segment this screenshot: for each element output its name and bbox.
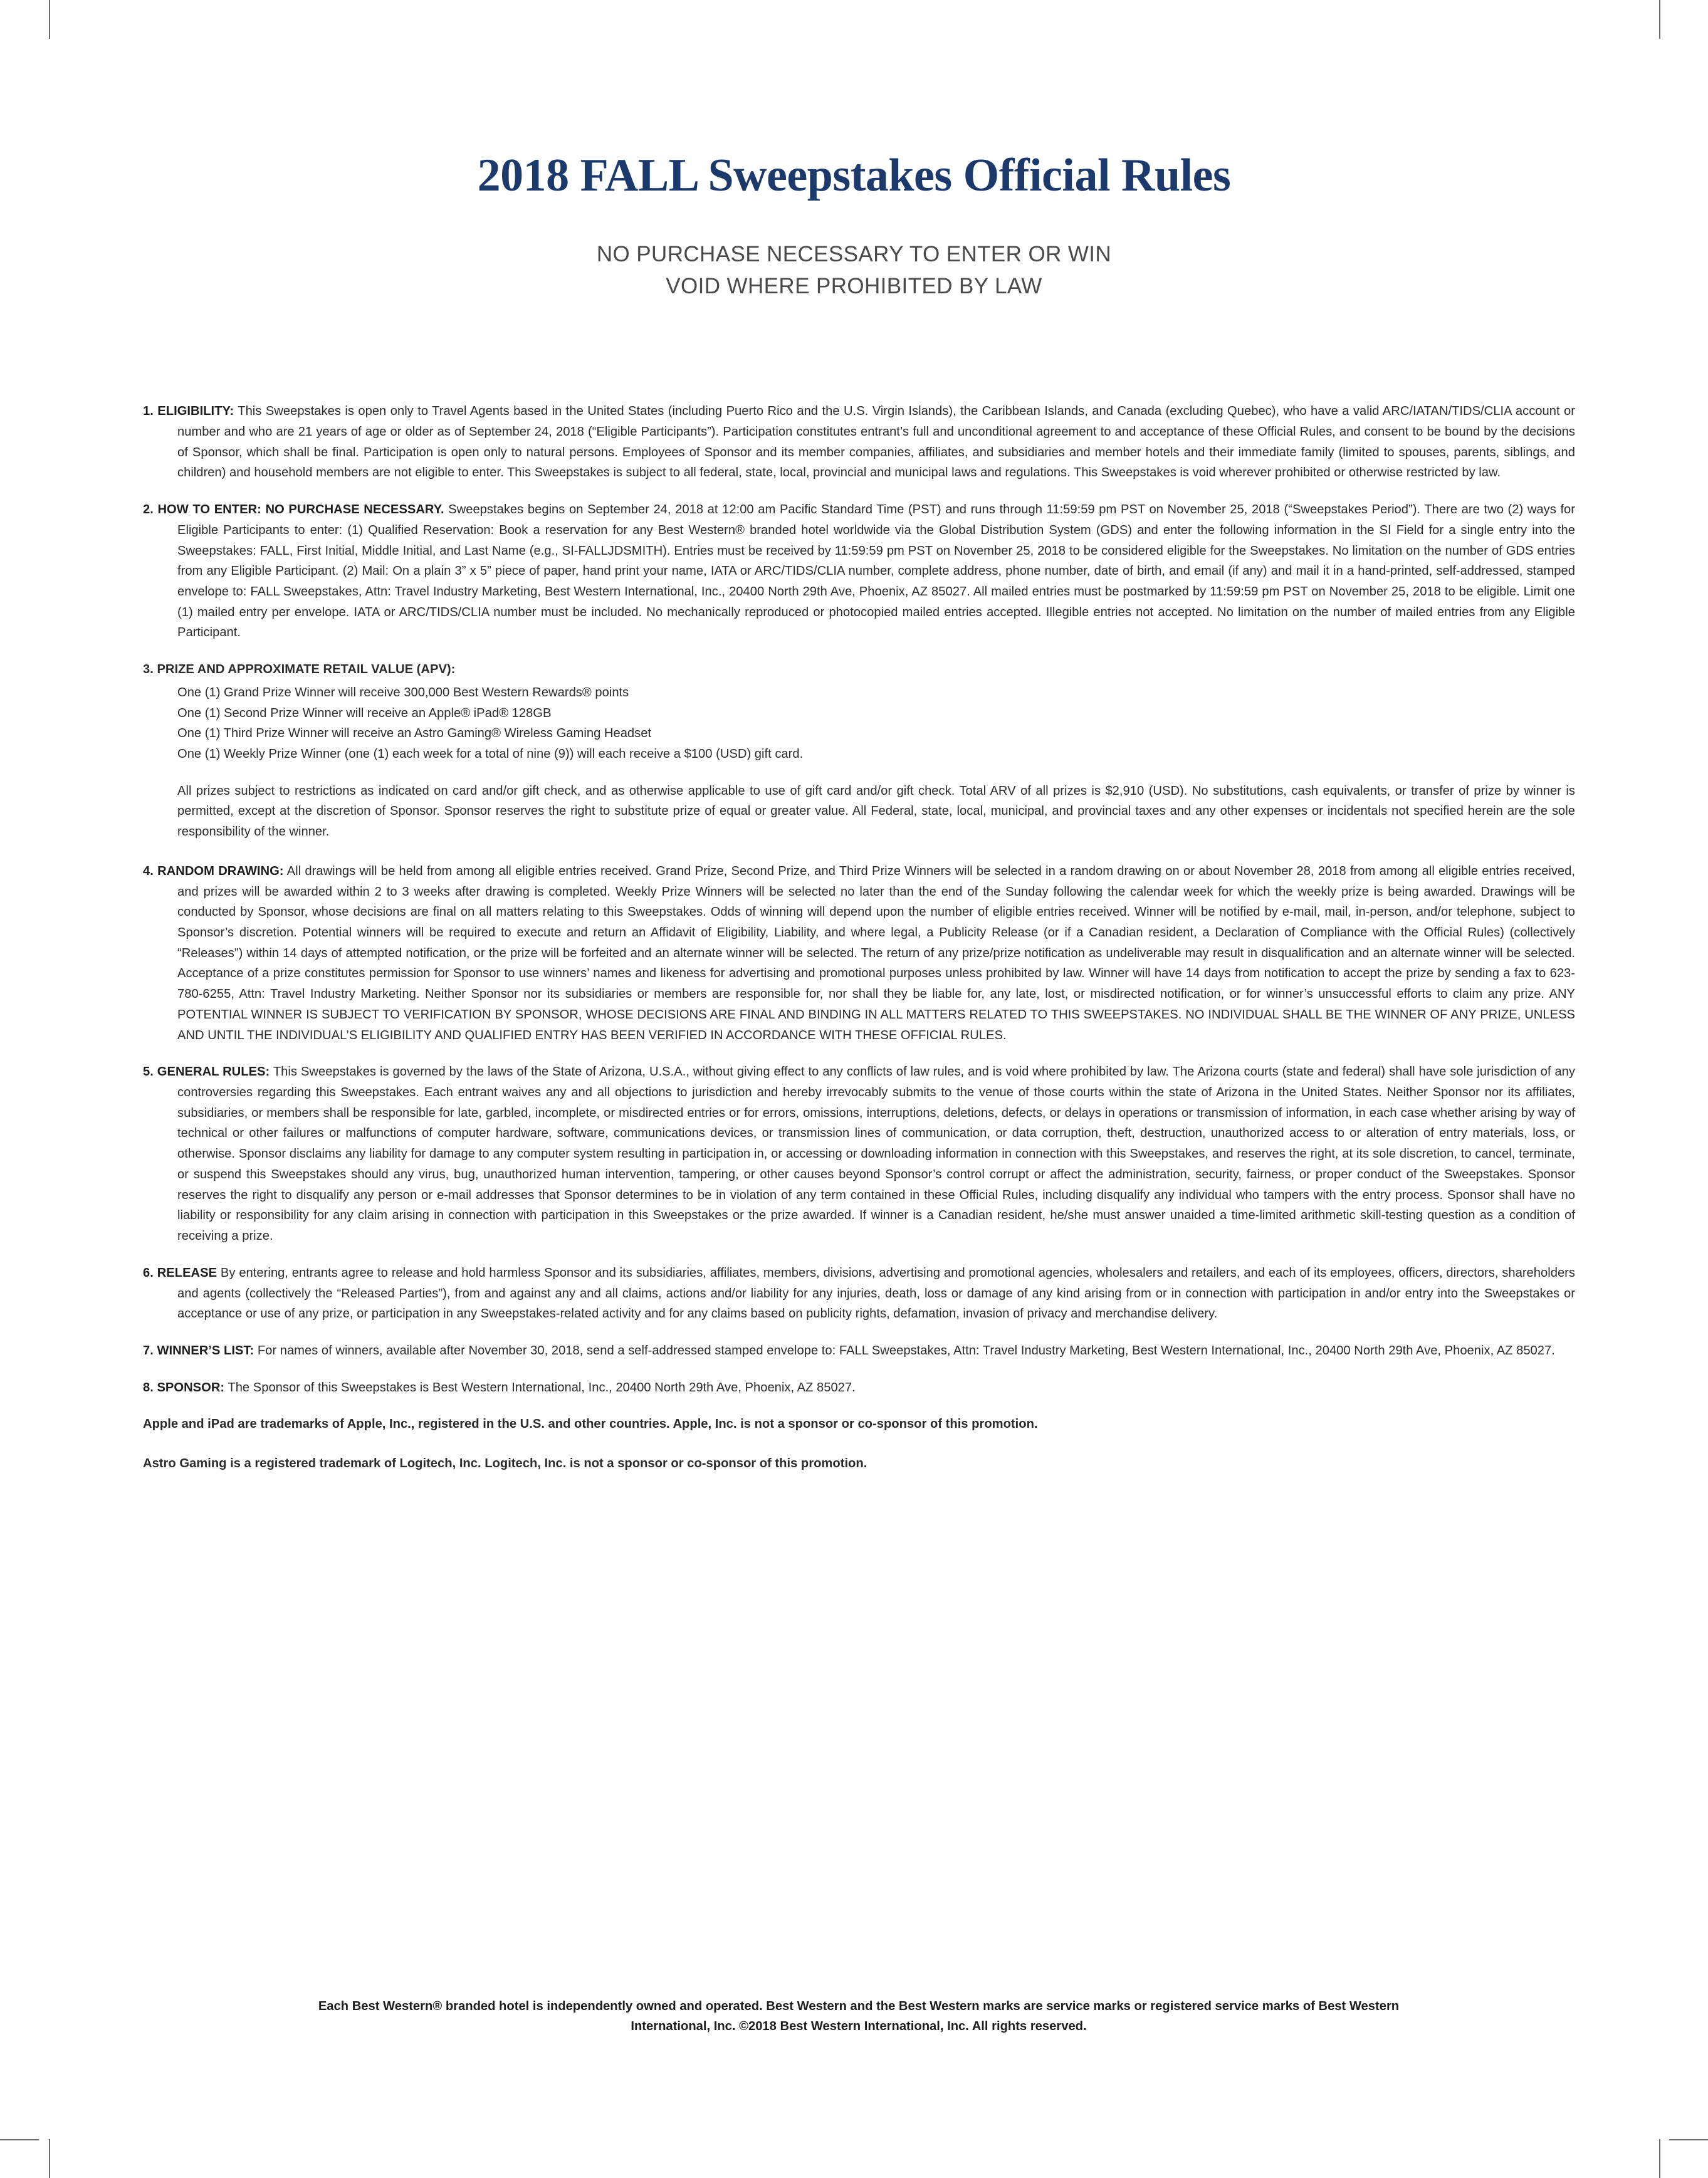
crop-mark-top-left	[49, 0, 50, 39]
section-eligibility	[143, 401, 1575, 483]
subtitle-line-1: NO PURCHASE NECESSARY TO ENTER OR WIN	[596, 242, 1112, 267]
section-prize-note: All prizes subject to restrictions as indicated on card and/or gift check, and as otherwise applicable to use of gift card and/or gift check. Total ARV of all prizes is $2,910 (USD). No substitutions, cash equivalents, or transfer of prize by winner is permitted, except at the discretion of Sponsor. Sponsor reserves the right to substitute prize of equal or greater value. All Federal, state, local, municipal, and provincial taxes and any other expenses or incidentals not specified herein are the sole responsibility of the winner.	[177, 783, 1575, 839]
section-general-rules-label: 5. GENERAL RULES:	[143, 1065, 270, 1079]
section-sponsor-label: 8. SPONSOR:	[143, 1380, 225, 1395]
list-item: One (1) Third Prize Winner will receive an Astro Gaming® Wireless Gaming Headset	[177, 726, 652, 741]
footer-line-2: International, Inc. ©2018 Best Western International, Inc. All rights reserved.	[631, 2019, 1087, 2034]
footer-line-1: Each Best Western® branded hotel is independently owned and operated. Best Western and the Best Western marks are service marks or registered service marks of Best Western	[318, 1999, 1400, 2013]
crop-mark-bottom-right	[1659, 2139, 1660, 2178]
list-item: One (1) Weekly Prize Winner (one (1) each week for a total of nine (9)) will each receive a $100 (USD) gift card.	[177, 746, 804, 761]
prize-list	[143, 683, 1575, 765]
crop-mark-right-top	[1669, 2139, 1708, 2140]
section-how-to-enter-label: 2. HOW TO ENTER: NO PURCHASE NECESSARY.	[143, 503, 444, 517]
section-release	[143, 1263, 1575, 1324]
section-random-drawing-label: 4. RANDOM DRAWING:	[143, 864, 284, 878]
section-release-label: 6. RELEASE	[143, 1265, 217, 1280]
crop-mark-left-top	[0, 2139, 39, 2140]
page-subtitle	[0, 239, 1708, 303]
rules-body	[143, 389, 1575, 1493]
section-random-drawing	[143, 861, 1575, 1045]
section-how-to-enter-text: Sweepstakes begins on September 24, 2018 at 12:00 am Pacific Standard Time (PST) and runs through 11:59:59 pm PST on November 25, 2018 (“Sweepstakes Period”). There are two (2) ways for Eligible Participants to enter: (1) Qualified Reservation: Book a reservation for any Best Western® branded hotel worldwide via the Global Distribution System (GDS) and enter the following information in the SI Field for a single entry into the Sweepstakes: FALL, First Initial, Middle Initial, and Last Name (e.g., SI-FALLJDSMITH). Entries must be received by 11:59:59 pm PST on November 25, 2018 to be considered eligible for the Sweepstakes. No limitation on the number of GDS entries from any Eligible Participant. (2) Mail: On a plain 3” x 5” piece of paper, hand print your name, IATA or ARC/TIDS/CLIA number, complete address, phone number, date of birth, and email (if any) and mail it in a hand-printed, self-addressed, stamped envelope to: FALL Sweepstakes, Attn: Travel Industry Marketing, Best Western International, Inc., 20400 North 29th Ave, Phoenix, AZ 85027. All mailed entries must be postmarked by 11:59:59 pm PST on November 25, 2018 to be eligible. Limit one (1) mailed entry per envelope. IATA or ARC/TIDS/CLIA number must be included. No mechanically reproduced or photocopied mailed entries accepted. Illegible entries not accepted. No limitation on the number of mailed entries from any Eligible Participant.	[177, 503, 1575, 640]
list-item: One (1) Grand Prize Winner will receive 300,000 Best Western Rewards® points	[177, 685, 629, 699]
section-winners-list-label: 7. WINNER’S LIST:	[143, 1343, 254, 1358]
section-sponsor-text: The Sponsor of this Sweepstakes is Best Western International, Inc., 20400 North 29th Ave, Phoenix, AZ 85027.	[224, 1380, 856, 1395]
crop-mark-top-right	[1659, 0, 1660, 39]
section-random-drawing-text: All drawings will be held from among all eligible entries received. Grand Prize, Second Prize, and Third Prize Winners will be selected in a random drawing on or about November 28, 2018 from among all eligible entries received, and prizes will be awarded within 2 to 3 weeks after drawing is completed. Weekly Prize Winners will be selected no later than the end of the Sunday following the calendar week for which the weekly prize is being awarded. Drawings will be conducted by Sponsor, whose decisions are final on all matters relating to this Sweepstakes. Odds of winning will depend upon the number of eligible entries received. Winner will be notified by e-mail, mail, in-person, and/or telephone, subject to Sponsor’s discretion. Potential winners will be required to execute and return an Affidavit of Eligibility, Liability, and where legal, a Publicity Release (or if a Canadian resident, a Declaration of Compliance with the Official Rules) (collectively “Releases”) within 14 days of attempted notification, or the prize will be forfeited and an alternate winner will be selected. The return of any prize/prize notification as undeliverable may result in disqualification and an alternate winner will be selected. Acceptance of a prize constitutes permission for Sponsor to use winners’ names and likeness for advertising and promotional purposes unless prohibited by law. Winner will have 14 days from notification to accept the prize by sending a fax to 623-780-6255, Attn: Travel Industry Marketing. Neither Sponsor nor its subsidiaries or members are responsible for, nor shall they be liable for, any late, lost, or misdirected notification, or for winner’s unsuccessful efforts to claim any prize. ANY POTENTIAL WINNER IS SUBJECT TO VERIFICATION BY SPONSOR, WHOSE DECISIONS ARE FINAL AND BINDING IN ALL MATTERS RELATED TO THIS SWEEPSTAKES. NO INDIVIDUAL SHALL BE THE WINNER OF ANY PRIZE, UNLESS AND UNTIL THE INDIVIDUAL’S ELIGIBILITY AND QUALIFIED ENTRY HAS BEEN VERIFIED IN ACCORDANCE WITH THESE OFFICIAL RULES.	[177, 864, 1575, 1042]
list-item: One (1) Second Prize Winner will receive an Apple® iPad® 128GB	[177, 706, 552, 720]
section-prize-heading: 3. PRIZE AND APPROXIMATE RETAIL VALUE (APV):	[143, 662, 456, 677]
section-winners-list-text: For names of winners, available after November 30, 2018, send a self-addressed stamped envelope to: FALL Sweepstakes, Attn: Travel Industry Marketing, Best Western International, Inc., 20400 North 29th Ave, Phoenix, AZ 85027.	[254, 1343, 1555, 1358]
trademark-apple: Apple and iPad are trademarks of Apple, Inc., registered in the U.S. and other countries. Apple, Inc. is not a sponsor or co-sponsor of this promotion.	[143, 1417, 1038, 1432]
page-footer	[160, 1996, 1558, 2037]
trademark-astro: Astro Gaming is a registered trademark of Logitech, Inc. Logitech, Inc. is not a sponsor or co-sponsor of this promotion.	[143, 1457, 867, 1471]
section-release-text: By entering, entrants agree to release and hold harmless Sponsor and its subsidiaries, affiliates, members, divisions, advertising and promotional agencies, wholesalers and retailers, and each of its employees, officers, directors, shareholders and agents (collectively the “Released Parties”), from and against any and all claims, actions and/or liability for any injuries, death, loss or damage of any kind arising from or in connection with participation in and/or entry into the Sweepstakes or acceptance or use of any prize, or participation in any Sweepstakes-related activity and for any claims based on publicity rights, defamation, invasion of privacy and merchandise delivery.	[177, 1265, 1575, 1321]
section-general-rules-text: This Sweepstakes is governed by the laws of the State of Arizona, U.S.A., without giving effect to any conflicts of law rules, and is void where prohibited by law. The Arizona courts (state and federal) shall have sole jurisdiction of any controversies regarding this Sweepstakes. Each entrant waives any and all objections to jurisdiction and hereby irrevocably submits to the venue of those courts within the state of Arizona in the United States. Neither Sponsor nor its affiliates, subsidiaries, or members shall be responsible for late, garbled, incomplete, or misdirected entries or for errors, omissions, interruptions, deletions, defects, or delays in operations or transmission of information, in each case whether arising by way of technical or other failures or malfunctions of computer hardware, software, communications devices, or transmission lines of communication, or data corruption, theft, destruction, unauthorized access to or alteration of entry materials, loss, or otherwise. Sponsor disclaims any liability for damage to any computer system resulting in participation in, or accessing or downloading information in connection with this Sweepstakes, and reserves the right, at its sole discretion, to cancel, terminate, or suspend this Sweepstakes should any virus, bug, unauthorized human intervention, tampering, or other causes beyond Sponsor’s control corrupt or affect the administration, security, fairness, or proper conduct of the Sweepstakes. Sponsor reserves the right to disqualify any person or e-mail addresses that Sponsor determines to be in violation of any term contained in these Official Rules, including disqualify any individual who tampers with the entry process. Sponsor shall have no liability or responsibility for any claim arising in connection with participation in this Sweepstakes or the prize awarded. If winner is a Canadian resident, he/she must answer unaided a time-limited arithmetic skill-testing question as a condition of receiving a prize.	[177, 1065, 1575, 1243]
subtitle-line-2: VOID WHERE PROHIBITED BY LAW	[666, 274, 1042, 299]
section-sponsor	[143, 1378, 1575, 1398]
section-how-to-enter	[143, 500, 1575, 643]
section-winners-list	[143, 1341, 1575, 1361]
section-eligibility-text: This Sweepstakes is open only to Travel Agents based in the United States (including Puerto Rico and the U.S. Virgin Islands), the Caribbean Islands, and Canada (excluding Quebec), who have a valid ARC/IATAN/TIDS/CLIA account or number and who are 21 years of age or older as of September 24, 2018 (“Eligible Participants”). Participation constitutes entrant’s full and unconditional agreement to and acceptance of these Official Rules, and consent to be bound by the decisions of Sponsor, which shall be final. Participation is open only to natural persons. Employees of Sponsor and its member companies, affiliates, and subsidiaries and member hotels and their immediate family (limited to spouses, parents, siblings, and children) and household members are not eligible to enter. This Sweepstakes is subject to all federal, state, local, provincial and municipal laws and regulations. This Sweepstakes is void wherever prohibited or otherwise restricted by law.	[177, 404, 1575, 480]
page-title: 2018 FALL Sweepstakes Official Rules	[477, 150, 1231, 201]
crop-mark-bottom-left	[49, 2139, 50, 2178]
section-eligibility-label: 1. ELIGIBILITY:	[143, 404, 234, 419]
section-general-rules	[143, 1062, 1575, 1246]
